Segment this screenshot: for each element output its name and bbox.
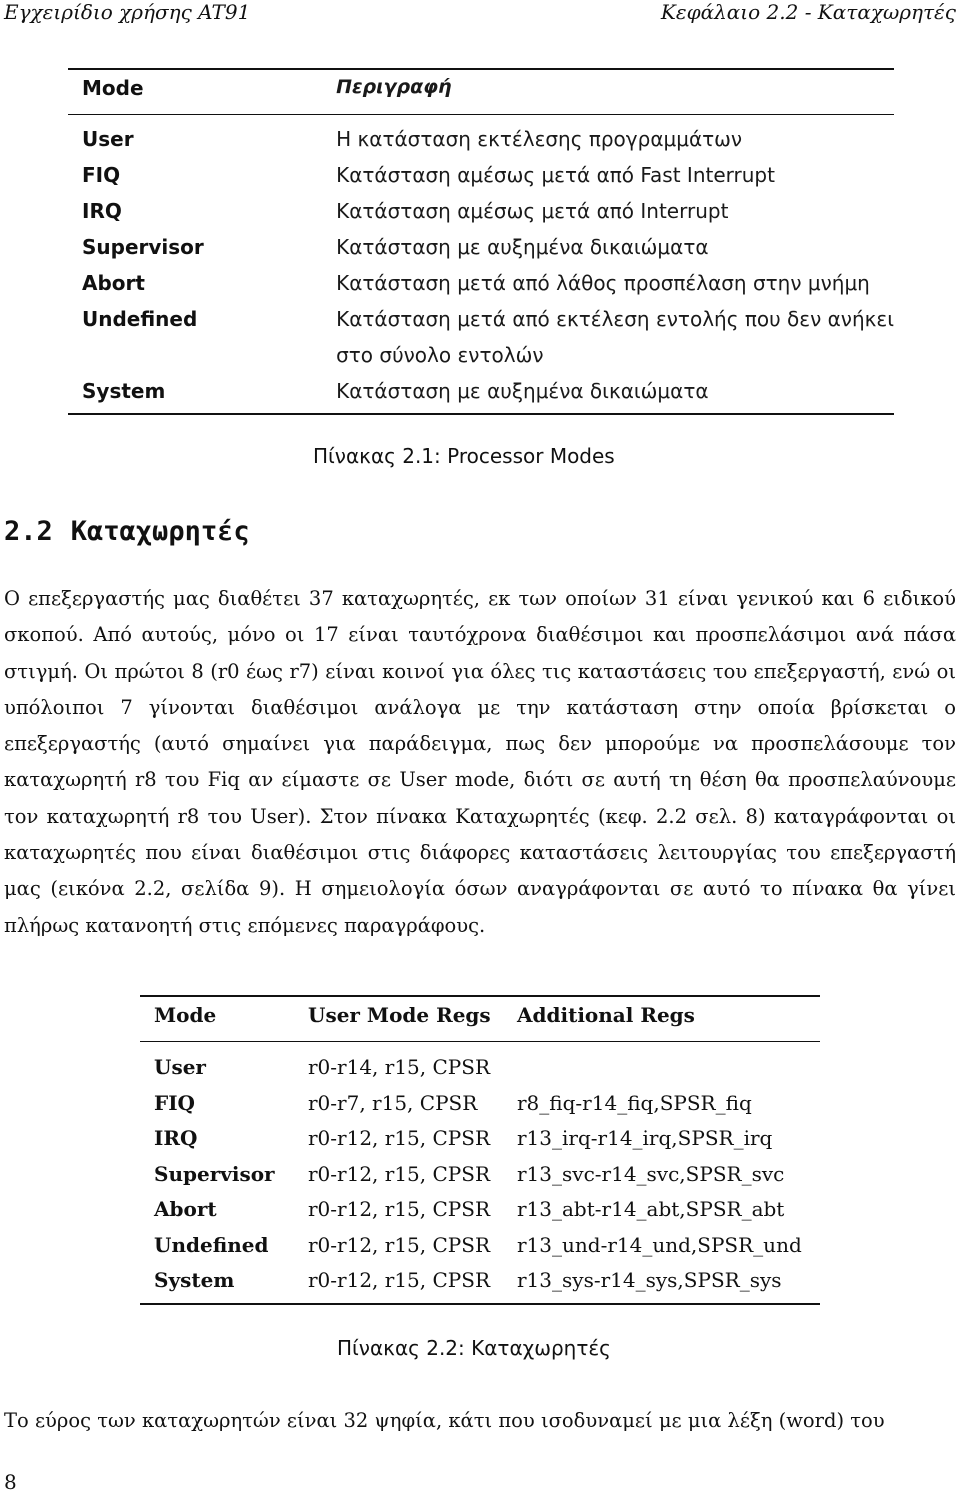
header-chapter: Κεφάλαιο 2.2 - Καταχωρητές — [660, 0, 956, 24]
table-row — [68, 265, 894, 301]
description-cell: Κατάσταση μετά από λάθος προσπέλαση στην μνήμη — [336, 271, 870, 295]
page-header — [4, 0, 956, 30]
mode-cell: FIQ — [154, 1090, 195, 1115]
registers-table — [140, 995, 820, 1305]
additional-regs-cell: r13_und-r14_und,SPSR_und — [517, 1232, 802, 1257]
additional-regs-cell: r13_sys-r14_sys,SPSR_sys — [517, 1268, 782, 1292]
table-row — [140, 1050, 820, 1086]
processor-modes-table — [68, 68, 894, 415]
additional-regs-cell — [503, 1050, 820, 1086]
table-row — [140, 1263, 820, 1299]
table-row — [140, 1157, 820, 1193]
body-paragraph-continued: Το εύρος των καταχωρητών είναι 32 ψηφία, κάτι που ισοδυναμεί με μια λέξη (word) του — [4, 1409, 885, 1432]
additional-regs-cell: r8_fiq-r14_fiq,SPSR_fiq — [517, 1090, 752, 1115]
mode-cell: Undefined — [154, 1232, 269, 1257]
mode-cell: User — [154, 1055, 206, 1079]
table-row — [68, 121, 894, 157]
table-row — [68, 301, 894, 337]
table1-caption: Πίνακας 2.1: Processor Modes — [313, 444, 615, 468]
table2-header-additional-regs: Additional Regs — [503, 996, 820, 1041]
mode-cell — [68, 337, 336, 373]
table2-header-mode: Mode — [140, 996, 294, 1041]
mode-cell: Supervisor — [82, 235, 204, 259]
mode-cell: IRQ — [82, 199, 122, 223]
page-number: 8 — [4, 1470, 17, 1494]
table2-header-user-regs: User Mode Regs — [294, 996, 503, 1041]
header-manual-title: Εγχειρίδιο χρήσης AT91 — [4, 0, 251, 24]
table-row — [68, 373, 894, 409]
additional-regs-cell: r13_svc-r14_svc,SPSR_svc — [517, 1161, 785, 1186]
user-regs-cell: r0-r7, r15, CPSR — [308, 1090, 478, 1115]
table-row — [140, 1086, 820, 1122]
user-regs-cell: r0-r12, r15, CPSR — [308, 1232, 491, 1257]
mode-cell: IRQ — [154, 1126, 198, 1150]
mode-cell: Abort — [154, 1197, 217, 1221]
mode-cell: User — [82, 127, 134, 151]
table-row — [68, 229, 894, 265]
description-cell: Κατάσταση με αυξημένα δικαιώματα — [336, 235, 709, 259]
table-row — [140, 1192, 820, 1228]
user-regs-cell: r0-r12, r15, CPSR — [308, 1126, 491, 1150]
additional-regs-cell: r13_abt-r14_abt,SPSR_abt — [517, 1197, 785, 1221]
description-cell: Κατάσταση με αυξημένα δικαιώματα — [336, 379, 709, 403]
user-regs-cell: r0-r12, r15, CPSR — [308, 1161, 491, 1186]
table1-header-description: Περιγραφή — [336, 69, 894, 114]
table1-header-mode: Mode — [68, 69, 336, 114]
mode-cell: System — [82, 379, 166, 403]
mode-cell: Supervisor — [154, 1161, 275, 1186]
mode-cell: FIQ — [82, 163, 121, 187]
section-number: 2.2 — [4, 516, 53, 547]
table-row — [68, 157, 894, 193]
user-regs-cell: r0-r12, r15, CPSR — [308, 1197, 491, 1221]
table-row — [68, 337, 894, 373]
mode-cell: Undefined — [82, 307, 198, 331]
description-cell: Η κατάσταση εκτέλεσης προγραμμάτων — [336, 127, 743, 151]
mode-cell: System — [154, 1268, 235, 1292]
user-regs-cell: r0-r14, r15, CPSR — [308, 1055, 491, 1079]
table2-caption: Πίνακας 2.2: Καταχωρητές — [337, 1336, 611, 1360]
description-cell: Κατάσταση μετά από εκτέλεση εντολής που δεν ανήκει — [336, 307, 894, 331]
description-cell: Κατάσταση αμέσως μετά από Fast Interrupt — [336, 163, 775, 187]
additional-regs-cell: r13_irq-r14_irq,SPSR_irq — [517, 1126, 773, 1150]
user-regs-cell: r0-r12, r15, CPSR — [308, 1268, 491, 1292]
mode-cell: Abort — [82, 271, 145, 295]
section-heading — [4, 516, 250, 547]
table-row — [140, 1121, 820, 1157]
description-cell: στο σύνολο εντολών — [336, 343, 544, 367]
description-cell: Κατάσταση αμέσως μετά από Interrupt — [336, 199, 729, 223]
table-row — [68, 193, 894, 229]
body-paragraph: Ο επεξεργαστής μας διαθέτει 37 καταχωρητές, εκ των οποίων 31 είναι γενικού και 6 ειδικού σκοπού. Από αυτούς, μόνο οι 17 είναι ταυτόχρονα διαθέσιμοι και προσπελάσιμοι ανά πάσα στιγμή. Οι πρώτοι 8 (r0 έως r7) είναι κοινοί για όλες τις καταστάσεις του επεξεργαστή, ενώ οι υπόλοιποι 7 γίνονται διαθέσιμοι ανάλογα με την κατάσταση στην οποία βρίσκεται ο επεξεργαστής (αυτό σημαίνει για παράδειγμα, πως δεν μπορούμε να προσπελάσουμε τον καταχωρητή r8 του Fiq αν είμαστε σε User mode, διότι σε αυτή τη θέση θα προσπελαύνουμε τον καταχωρητή r8 του User). Στον πίνακα Καταχωρητές (κεφ. 2.2 σελ. 8) καταγράφονται οι καταχωρητές που είναι διαθέσιμοι στις διάφορες καταστάσεις λειτουργίας του επεξεργαστή μας (εικόνα 2.2, σελίδα 9). Η σημειολογία όσων αναγράφονται σε αυτό το πίνακα θα γίνει πλήρως κατανοητή στις επόμενες παραγράφους. — [4, 587, 956, 937]
table-row — [140, 1228, 820, 1264]
section-title: Καταχωρητές — [70, 516, 250, 547]
